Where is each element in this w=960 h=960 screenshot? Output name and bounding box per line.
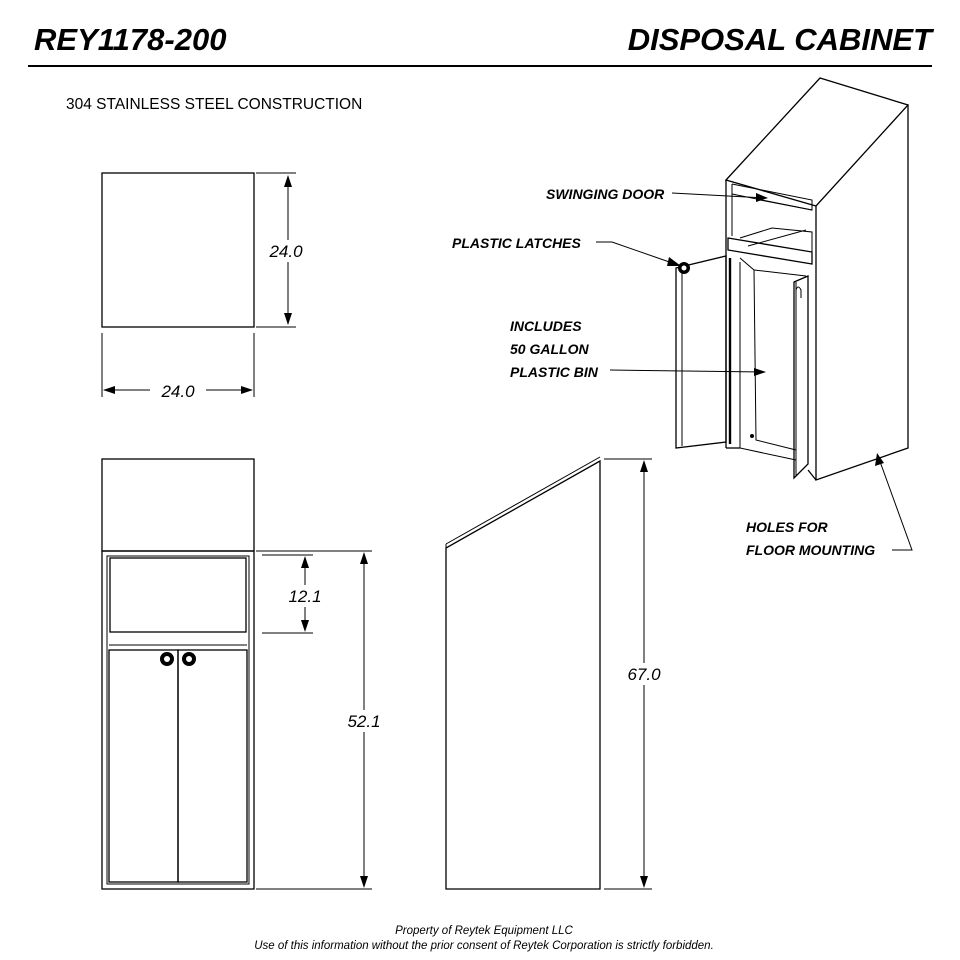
arrowhead [284, 175, 292, 187]
arrowhead [241, 386, 253, 394]
left-door [109, 650, 178, 882]
opening-height-dimension: 12.1 [288, 587, 322, 606]
arrowhead [667, 257, 681, 266]
arrowhead [875, 453, 884, 466]
leader-swinging-door [672, 193, 766, 198]
isometric-view [676, 78, 908, 480]
iso-interior-top [754, 270, 806, 276]
arrowhead [640, 876, 648, 888]
front-view [102, 459, 390, 889]
footer-disclaimer: Use of this information without the prior consent of Reytek Corporation is strictly forbidden. [254, 940, 714, 952]
arrowhead [301, 620, 309, 632]
callout-holes-line2: FLOOR MOUNTING [746, 542, 876, 558]
iso-base-right [808, 470, 816, 480]
top-width-dimension: 24.0 [161, 382, 195, 401]
left-latch-center [164, 656, 170, 662]
iso-left-door-open [676, 256, 726, 448]
disposal-opening [110, 558, 246, 632]
iso-lid-top [726, 78, 908, 206]
right-latch-center [186, 656, 192, 662]
drawing-title: DISPOSAL CABINET [627, 22, 932, 57]
arrowhead [301, 556, 309, 568]
callout-bin-line3: PLASTIC BIN [510, 364, 598, 380]
side-view-lid-edge [446, 457, 600, 544]
callout-swinging-door: SWINGING DOOR [546, 186, 665, 202]
top-view-outline [102, 173, 254, 327]
iso-latch-right [796, 287, 801, 298]
arrowhead [284, 313, 292, 325]
arrowhead [103, 386, 115, 394]
front-height-dimension: 52.1 [347, 712, 381, 731]
callout-holes-line1: HOLES FOR [746, 519, 828, 535]
iso-interior [740, 258, 796, 450]
leader-floor-holes [878, 456, 912, 550]
arrowhead [360, 552, 368, 564]
callout-bin-line1: INCLUDES [510, 318, 582, 334]
callout-plastic-latches: PLASTIC LATCHES [452, 235, 581, 251]
callout-bin-line2: 50 GALLON [510, 341, 589, 357]
iso-latch-left-center [682, 266, 687, 271]
iso-interior-floor [740, 262, 796, 460]
iso-right-side [816, 105, 908, 480]
top-view [102, 173, 310, 402]
right-door [178, 650, 247, 882]
leader-plastic-latches [596, 242, 678, 265]
leader-plastic-bin [610, 370, 764, 372]
side-view [446, 457, 671, 889]
arrowhead [754, 368, 766, 376]
material-note: 304 STAINLESS STEEL CONSTRUCTION [66, 96, 363, 113]
overall-height-dimension: 67.0 [627, 665, 661, 684]
arrowhead [640, 460, 648, 472]
iso-floor-hole [750, 434, 754, 438]
footer-ownership: Property of Reytek Equipment LLC [395, 925, 573, 937]
front-top-panel [102, 459, 254, 551]
arrowhead [360, 876, 368, 888]
top-depth-dimension: 24.0 [269, 242, 303, 261]
iso-shelf-front [728, 238, 812, 264]
part-number: REY1178-200 [34, 22, 227, 57]
side-view-outline [446, 461, 600, 889]
